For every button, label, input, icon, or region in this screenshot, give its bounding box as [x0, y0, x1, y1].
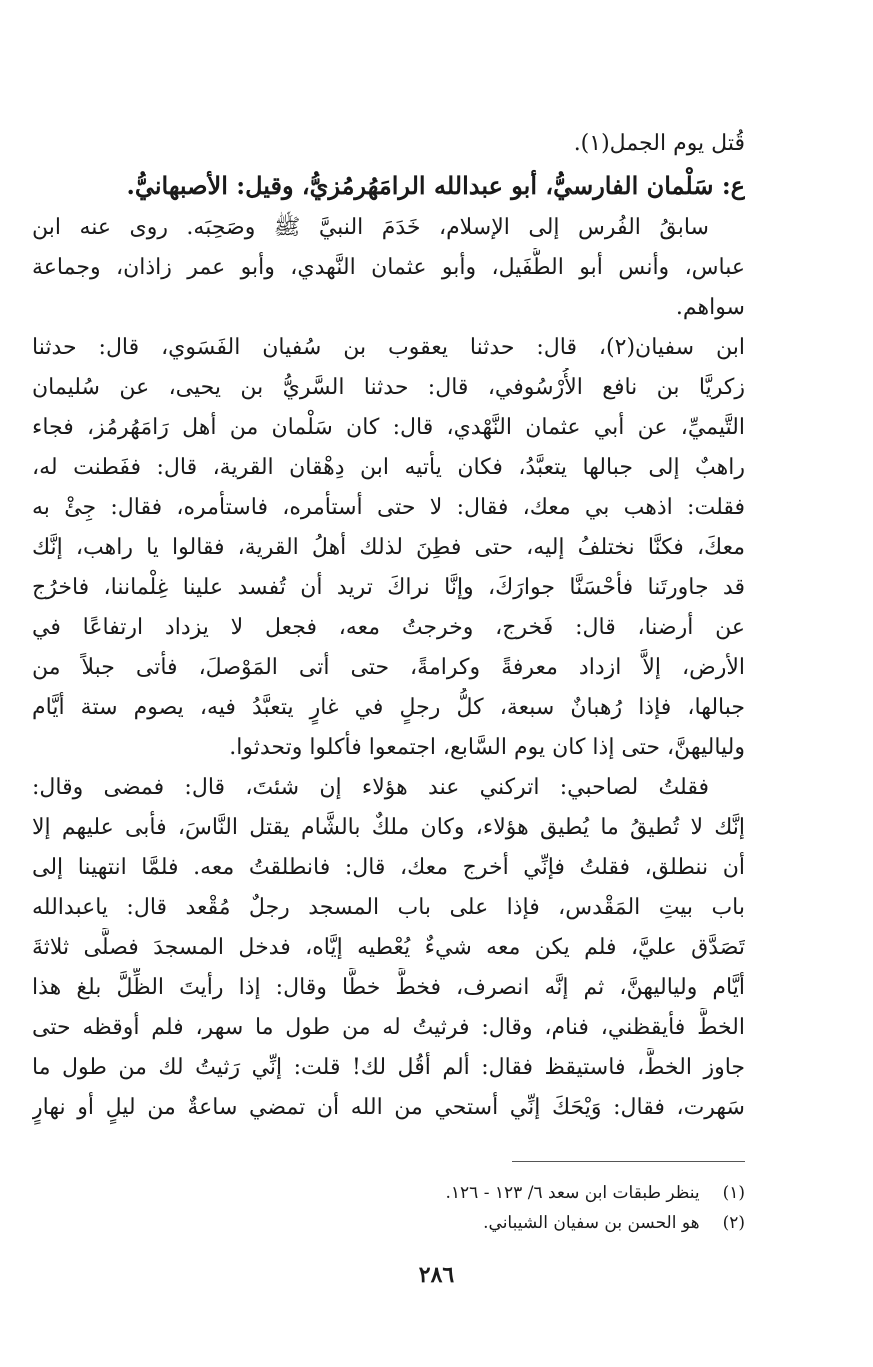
text-line: عباس، وأنس أبو الطُّفَيل، وأبو عثمان النَّهدي، وأبو عمر زاذان، وجماعة	[32, 255, 745, 280]
footnote-number: (٢)	[722, 1213, 745, 1233]
main-text	[32, 124, 745, 1128]
footnote	[200, 1178, 745, 1208]
text-line: باب بيتِ المَقْدس، فإذا على باب المسجد رجلٌ مُقْعد قال: ياعبدالله	[32, 895, 745, 920]
footnote	[200, 1208, 745, 1238]
text-line: معكَ، فكنَّا نختلفُ إليه، حتى فطِنَ لذلك أهلُ القرية، فقالوا يا راهب، إنَّك	[32, 535, 745, 560]
text-line: ولياليهنَّ، حتى إذا كان يوم السَّابع، اجتمعوا فأكلوا وتحدثوا.	[229, 735, 745, 760]
text-line: الخطَّ فأيقظني، فنام، وقال: فرثيتُ له من طول ما سهر، فلم أوقظه حتى	[32, 1015, 745, 1040]
text-line: الأرض، إلاَّ ازداد معرفةً وكرامةً، حتى أتى المَوْصلَ، فأتى جبلاً من	[32, 655, 745, 680]
text-line: فقلتُ لصاحبي: اتركني عند هؤلاء إن شئتَ، قال: فمضى وقال:	[32, 775, 709, 800]
text-line: سواهم.	[675, 295, 745, 320]
text-line: جاوز الخطَّ، فاستيقظ فقال: ألم أقُل لك! قلت: إنِّي رَثيتُ لك من طول ما	[32, 1055, 745, 1080]
text-line: زكريَّا بن نافع الأُرْسُوفي، قال: حدثنا السَّريُّ بن يحيى، عن سُليمان	[32, 375, 745, 400]
text-line: عن أرضنا، قال: فَخرج، وخرجتُ معه، فجعل لا يزداد ارتفاعًا في	[32, 615, 745, 640]
text-line: سابقُ الفُرس إلى الإسلام، خَدَمَ النبيَّ ﷺ وصَحِبَه. روى عنه ابن	[32, 215, 709, 240]
text-line: ابن سفيان(٢)، قال: حدثنا يعقوب بن سُفيان الفَسَوي، قال: حدثنا	[32, 335, 745, 360]
text-line: قد جاورتَنا فأحْسَنَّا جوارَكَ، وإنَّا نراكَ تريد أن تُفسد علينا غِلْماننا، فاخرُج	[32, 575, 745, 600]
footnote-divider	[512, 1161, 745, 1162]
text-line: جبالها، فإذا رُهبانٌ سبعة، كلُّ رجلٍ في غارٍ يتعبَّدُ فيه، يصوم ستة أيَّام	[32, 695, 745, 720]
text-line: سَهرت، فقال: وَيْحَكَ إنِّي أستحي من الله أن تمضي ساعةٌ من ليلٍ أو نهارٍ	[32, 1095, 745, 1120]
text-line: إنَّك لا تُطيقُ ما يُطيق هؤلاء، وكان ملكٌ بالشَّام يقتل النَّاسَ، فأبى عليهم إلا	[32, 815, 745, 840]
text-line: أيَّام ولياليهنَّ، ثم إنَّه انصرف، فخطَّ خطًّا وقال: إذا رأيتَ الظِّلَّ بلغ هذا	[32, 975, 745, 1000]
footnotes	[200, 1178, 745, 1238]
text-line: تَصَدَّق عليَّ، فلم يكن معه شيءٌ يُعْطيه إيَّاه، فدخل المسجدَ فصلَّى ثلاثةَ	[32, 935, 745, 960]
text-line: قُتل يوم الجمل(١).	[573, 131, 745, 156]
footnote-text: ينظر طبقات ابن سعد ٦/ ١٢٣ - ١٢٦.	[445, 1183, 700, 1203]
footnote-text: هو الحسن بن سفيان الشيباني.	[483, 1213, 700, 1233]
text-line: راهبٌ إلى جبالها يتعبَّدُ، فكان يأتيه ابن دِهْقان القرية، قال: ففَطنت له،	[32, 455, 745, 480]
footnote-number: (١)	[722, 1183, 745, 1203]
text-line: التَّيميِّ، عن أبي عثمان النَّهْدي، قال: كان سَلْمان من أهل رَامَهُرمُز، فجاء	[32, 415, 745, 440]
text-line: أن ننطلق، فقلتُ فإنِّي أخرج معك، قال: فانطلقتُ معه. فلمَّا انتهينا إلى	[32, 855, 745, 880]
text-line: فقلت: اذهب بي معك، فقال: لا حتى أستأمره، فاستأمره، فقال: جِئْ به	[32, 495, 745, 520]
entry-heading: ع: سَلْمان الفارسيُّ، أبو عبدالله الرامَهُرمُزيُّ، وقيل: الأصبهانيُّ.	[126, 171, 745, 200]
page-number: ٢٨٦	[418, 1262, 455, 1288]
